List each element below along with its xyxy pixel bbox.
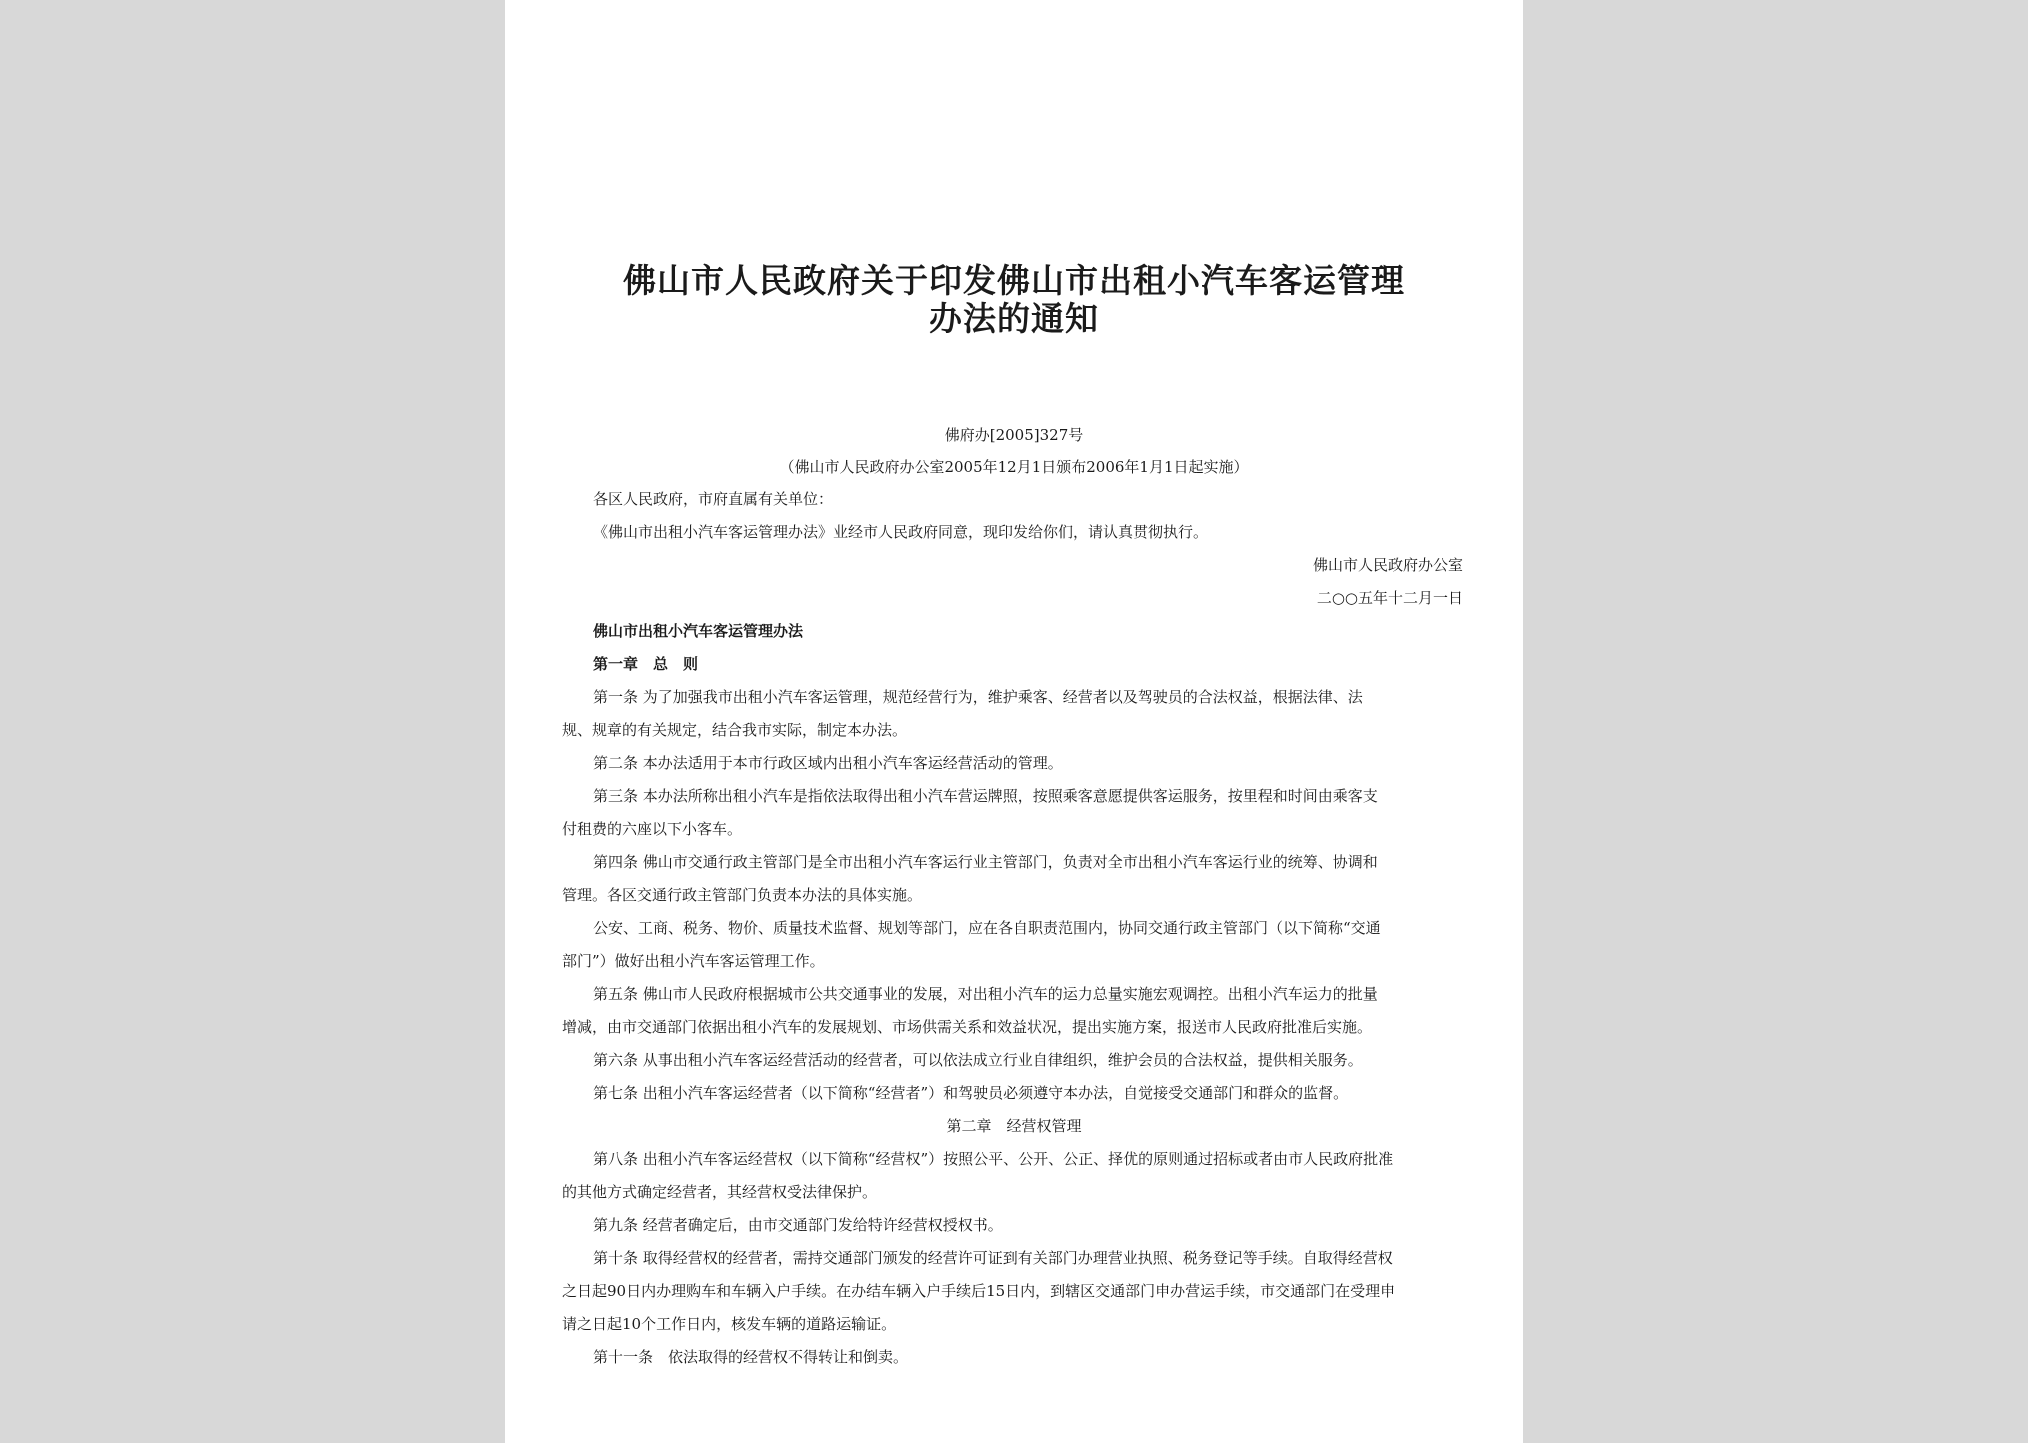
article-4-line-3: 公安、工商、税务、物价、质量技术监督、规划等部门，应在各自职责范围内，协同交通行政主管部门（以下简称“交通 xyxy=(593,919,1381,937)
article-4-line-2: 管理。各区交通行政主管部门负责本办法的具体实施。 xyxy=(562,886,923,904)
article-7: 第七条 出租小汽车客运经营者（以下简称“经营者”）和驾驶员必须遵守本办法，自觉接受交通部门和群众的监督。 xyxy=(593,1084,1349,1102)
article-8-line-2: 的其他方式确定经营者，其经营权受法律保护。 xyxy=(562,1183,878,1201)
title-line-1: 佛山市人民政府关于印发佛山市出租小汽车客运管理 xyxy=(623,261,1405,300)
article-2: 第二条 本办法适用于本市行政区域内出租小汽车客运经营活动的管理。 xyxy=(593,754,1063,772)
article-8-line-1: 第八条 出租小汽车客运经营权（以下简称“经营权”）按照公平、公开、公正、择优的原则通过招标或者由市人民政府批准 xyxy=(593,1150,1394,1168)
chapter-2-heading: 第二章 经营权管理 xyxy=(946,1117,1082,1135)
article-3-line-1: 第三条 本办法所称出租小汽车是指依法取得出租小汽车营运牌照，按照乘客意愿提供客运服务，按里程和时间由乘客支 xyxy=(593,787,1378,805)
issuer: 佛山市人民政府办公室 xyxy=(1312,556,1463,574)
document-title xyxy=(585,262,1443,338)
article-4-line-4: 部门”）做好出租小汽车客运管理工作。 xyxy=(562,952,825,970)
article-5-line-2: 增减，由市交通部门依据出租小汽车的发展规划、市场供需关系和效益状况，提出实施方案，报送市人民政府批准后实施。 xyxy=(562,1018,1373,1036)
salutation: 各区人民政府，市府直属有关单位： xyxy=(593,490,834,508)
title-line-2: 办法的通知 xyxy=(929,299,1099,338)
article-6: 第六条 从事出租小汽车客运经营活动的经营者，可以依法成立行业自律组织，维护会员的合法权益，提供相关服务。 xyxy=(593,1051,1363,1069)
article-10-line-3: 请之日起10个工作日内，核发车辆的道路运输证。 xyxy=(562,1315,897,1333)
article-10-line-1: 第十条 取得经营权的经营者，需持交通部门颁发的经营许可证到有关部门办理营业执照、税务登记等手续。自取得经营权 xyxy=(593,1249,1393,1267)
article-5-line-1: 第五条 佛山市人民政府根据城市公共交通事业的发展，对出租小汽车的运力总量实施宏观调控。出租小汽车运力的批量 xyxy=(593,985,1378,1003)
article-1-line-2: 规、规章的有关规定，结合我市实际，制定本办法。 xyxy=(562,721,908,739)
article-3-line-2: 付租费的六座以下小客车。 xyxy=(562,820,743,838)
chapter-1-heading: 第一章 总 则 xyxy=(593,655,699,673)
issue-note: （佛山市人民政府办公室2005年12月1日颁布2006年1月1日起实施） xyxy=(779,458,1249,476)
article-4-line-1: 第四条 佛山市交通行政主管部门是全市出租小汽车客运行业主管部门，负责对全市出租小汽车客运行业的统筹、协调和 xyxy=(593,853,1378,871)
article-9: 第九条 经营者确定后，由市交通部门发给特许经营权授权书。 xyxy=(593,1216,1003,1234)
doc-number: 佛府办[2005]327号 xyxy=(944,426,1084,444)
article-11: 第十一条 依法取得的经营权不得转让和倒卖。 xyxy=(593,1348,909,1366)
document-page xyxy=(505,0,1523,1443)
article-10-line-2: 之日起90日内办理购车和车辆入户手续。在办结车辆入户手续后15日内，到辖区交通部门申办营运手续，市交通部门在受理申 xyxy=(562,1282,1396,1300)
article-1-line-1: 第一条 为了加强我市出租小汽车客运管理，规范经营行为，维护乘客、经营者以及驾驶员的合法权益，根据法律、法 xyxy=(593,688,1363,706)
intro-paragraph: 《佛山市出租小汽车客运管理办法》业经市人民政府同意，现印发给你们，请认真贯彻执行。 xyxy=(593,523,1209,541)
issue-date: 二○○五年十二月一日 xyxy=(1316,589,1463,607)
regulation-title: 佛山市出租小汽车客运管理办法 xyxy=(593,622,804,640)
